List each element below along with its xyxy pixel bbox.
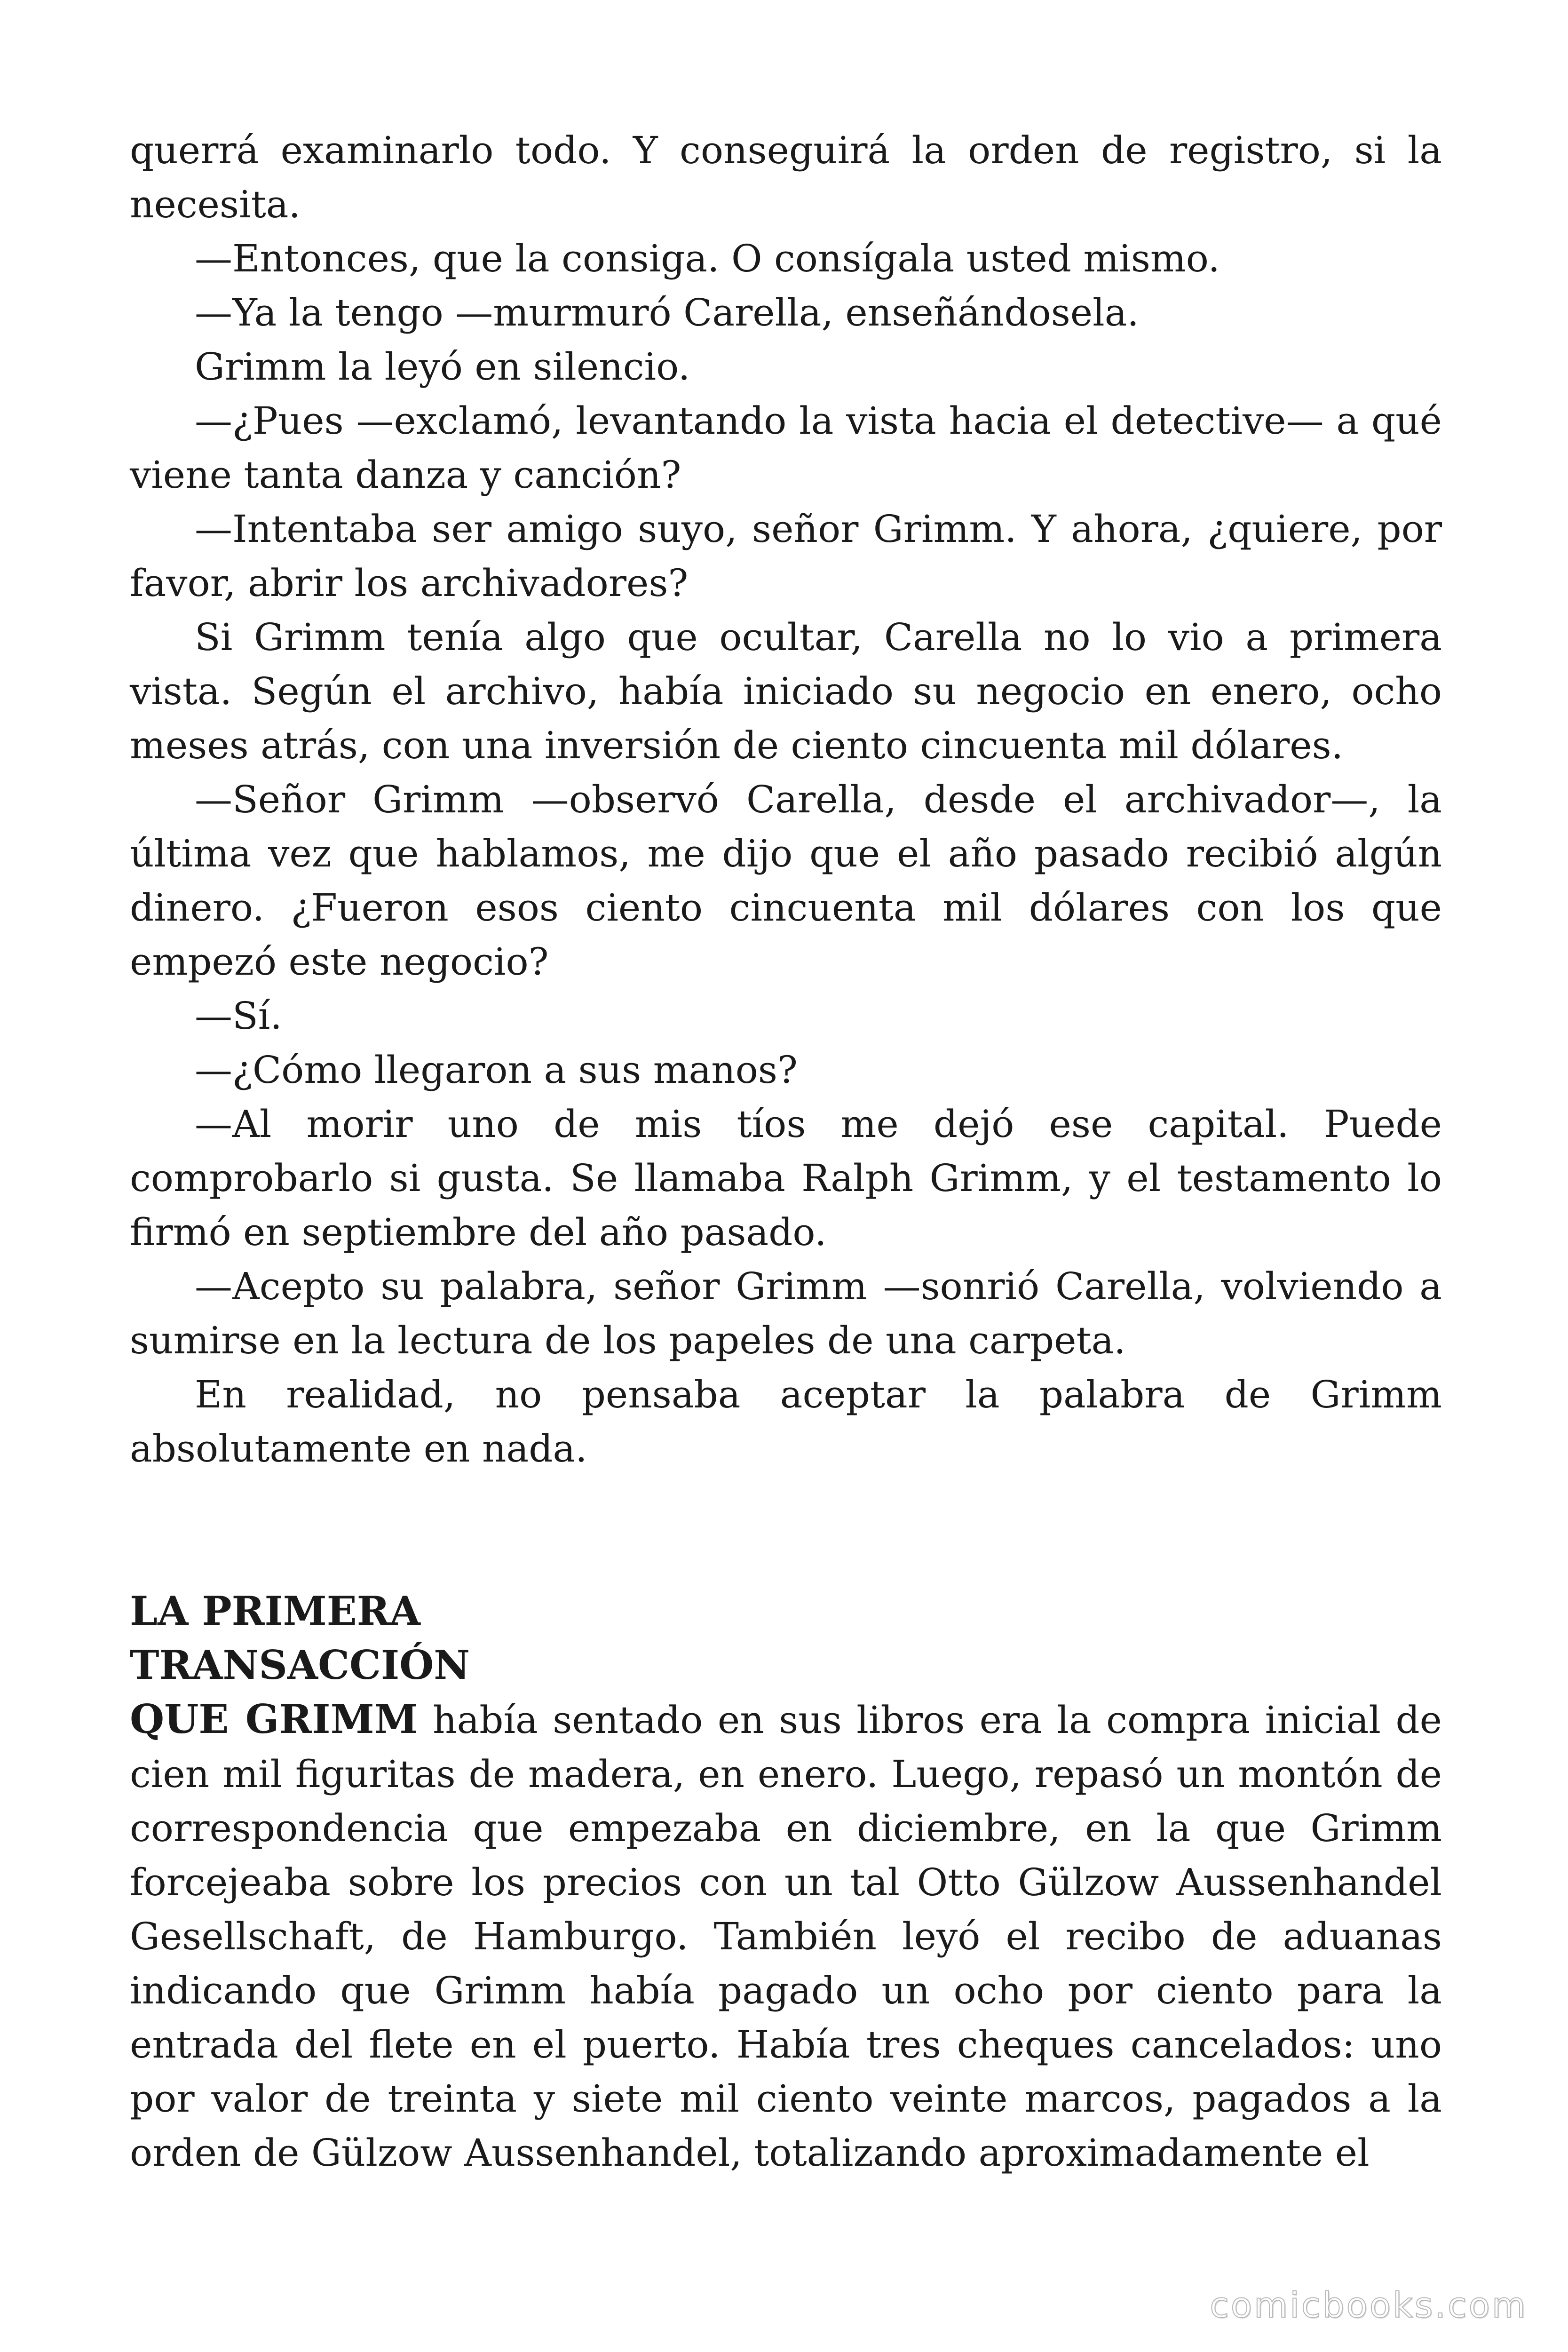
dialogue-paragraph: —¿Pues —exclamó, levantando la vista hacia el detective— a qué viene tanta danza y canción? xyxy=(130,399,1442,497)
page-body xyxy=(130,123,1442,2180)
narration-paragraph: Grimm la leyó en silencio. xyxy=(195,345,690,389)
dialogue-paragraph: —Señor Grimm —observó Carella, desde el archivador—, la última vez que hablamos, me dijo que el año pasado recibió algún dinero. ¿Fueron esos ciento cincuenta mil dólares con los que empezó este negocio? xyxy=(130,778,1442,984)
narration-paragraph: Si Grimm tenía algo que ocultar, Carella no lo vio a primera vista. Según el archivo, había iniciado su negocio en enero, ocho meses atrás, con una inversión de ciento cincuenta mil dólares. xyxy=(130,615,1442,767)
narration-paragraph: En realidad, no pensaba aceptar la palabra de Grimm absolutamente en nada. xyxy=(130,1373,1442,1470)
section-break xyxy=(130,1476,1442,1584)
section-body-text: había sentado en sus libros era la compra inicial de cien mil figuritas de madera, en enero. Luego, repasó un montón de correspondencia que empezaba en diciembre, en la que Grimm forcejeaba sobre los precios con un tal Otto Gülzow Aussenhandel Gesellschaft, de Hamburgo. También leyó el recibo de aduanas indicando que Grimm había pagado un ocho por ciento para la entrada del flete en el puerto. Había tres cheques cancelados: uno por valor de treinta y siete mil ciento veinte marcos, pagados a la orden de Gülzow Aussenhandel, totalizando aproximadamente el xyxy=(130,1698,1442,2175)
section-heading-line-1: LA PRIMERA xyxy=(130,1588,420,1634)
section-lead-in: QUE GRIMM xyxy=(130,1696,418,1742)
dialogue-paragraph: —Entonces, que la consiga. O consígala usted mismo. xyxy=(195,237,1220,280)
section-first-paragraph xyxy=(130,1692,1442,2180)
dialogue-paragraph: —Al morir uno de mis tíos me dejó ese capital. Puede comprobarlo si gusta. Se llamaba Ralph Grimm, y el testamento lo firmó en septiembre del año pasado. xyxy=(130,1102,1442,1254)
dialogue-paragraph: —Intentaba ser amigo suyo, señor Grimm. Y ahora, ¿quiere, por favor, abrir los archivadores? xyxy=(130,507,1442,605)
paragraph-continued: querrá examinarlo todo. Y conseguirá la orden de registro, si la necesita. xyxy=(130,128,1442,226)
dialogue-paragraph: —Acepto su palabra, señor Grimm —sonrió Carella, volviendo a sumirse en la lectura de los papeles de una carpeta. xyxy=(130,1264,1442,1362)
site-watermark: comicbooks.com xyxy=(1210,2285,1528,2326)
dialogue-paragraph: —Sí. xyxy=(195,994,282,1038)
dialogue-paragraph: —¿Cómo llegaron a sus manos? xyxy=(195,1048,798,1092)
dialogue-paragraph: —Ya la tengo —murmuró Carella, enseñándosela. xyxy=(195,291,1139,334)
section-heading-line-2: TRANSACCIÓN xyxy=(130,1642,470,1688)
